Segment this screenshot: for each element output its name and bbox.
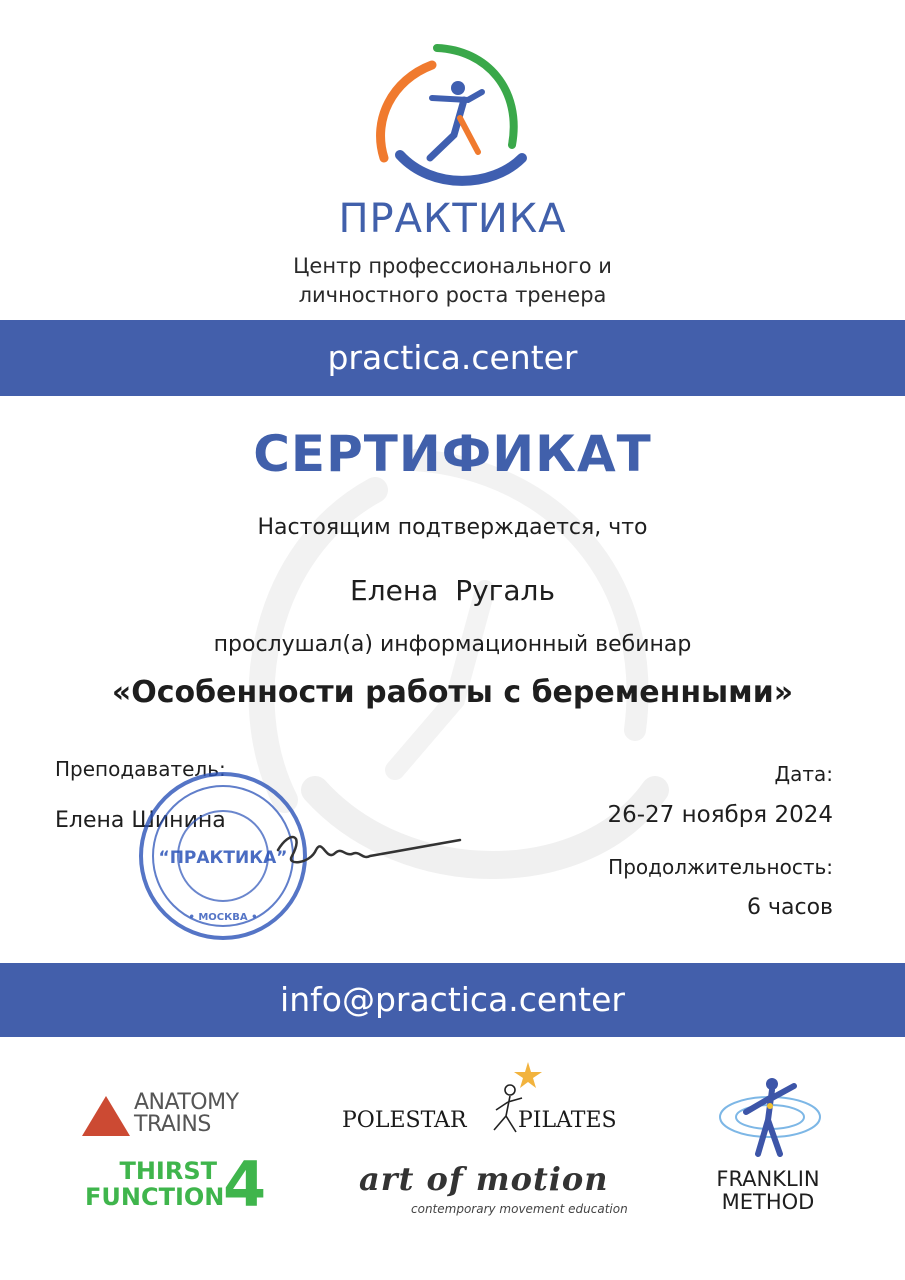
practika-logo-icon: [372, 40, 532, 200]
website-band: [0, 320, 905, 396]
tagline-line-2: личностного роста тренера: [298, 283, 607, 307]
anatomy-trains-line-1: ANATOMY: [134, 1090, 239, 1115]
franklin-line-1: FRANKLIN: [716, 1167, 820, 1191]
polestar-text: POLESTAR: [342, 1108, 467, 1133]
thirst-line-2: FUNCTION: [85, 1183, 225, 1211]
franklin-method-text: [700, 1168, 836, 1214]
triangle-icon: [82, 1096, 130, 1136]
dancer-icon: [710, 1072, 830, 1162]
certificate-intro: Настоящим подтверждается, что: [257, 515, 648, 540]
tagline-line-1: Центр профессионального и: [293, 254, 612, 278]
art-of-motion-subtitle: contemporary movement education: [411, 1202, 628, 1216]
duration-label: Продолжительность:: [608, 855, 833, 879]
duration-value: 6 часов: [747, 895, 833, 920]
certificate-action: прослушал(а) информационный вебинар: [213, 632, 692, 657]
website-link[interactable]: practica.center: [327, 338, 578, 377]
date-value: 26-27 ноября 2024: [607, 802, 833, 828]
anatomy-trains-logo: [82, 1090, 262, 1142]
thirst-line-1: THIRST: [119, 1157, 217, 1185]
brand-tagline: [0, 252, 905, 310]
signature: [270, 820, 470, 880]
recipient-name: Елена Ругаль: [350, 574, 555, 607]
teacher-label: Преподаватель:: [55, 757, 226, 781]
email-band: [0, 963, 905, 1037]
franklin-method-logo: [700, 1072, 840, 1222]
date-label: Дата:: [774, 762, 833, 786]
stamp-bottom-text: • МОСКВА •: [188, 912, 258, 923]
stamp-center-text: “ПРАКТИКА”: [158, 848, 288, 868]
thirst-function-text: [85, 1157, 225, 1211]
anatomy-trains-text: [134, 1092, 239, 1136]
anatomy-trains-line-2: TRAINS: [134, 1112, 211, 1137]
brand-name: ПРАКТИКА: [338, 196, 567, 242]
thirst-number: 4: [223, 1148, 267, 1221]
polestar-pilates-logo: [340, 1060, 640, 1150]
art-of-motion-logo: [355, 1160, 628, 1222]
art-of-motion-text: art of motion: [359, 1160, 609, 1198]
certificate-title: СЕРТИФИКАТ: [253, 425, 652, 483]
teacher-name: Елена Шинина: [55, 808, 226, 833]
thirst-function-logo: [85, 1148, 275, 1222]
email-link[interactable]: info@practica.center: [280, 980, 625, 1019]
pilates-text: PILATES: [518, 1108, 617, 1133]
webinar-topic: «Особенности работы с беременными»: [111, 675, 794, 710]
franklin-line-2: METHOD: [721, 1190, 815, 1214]
